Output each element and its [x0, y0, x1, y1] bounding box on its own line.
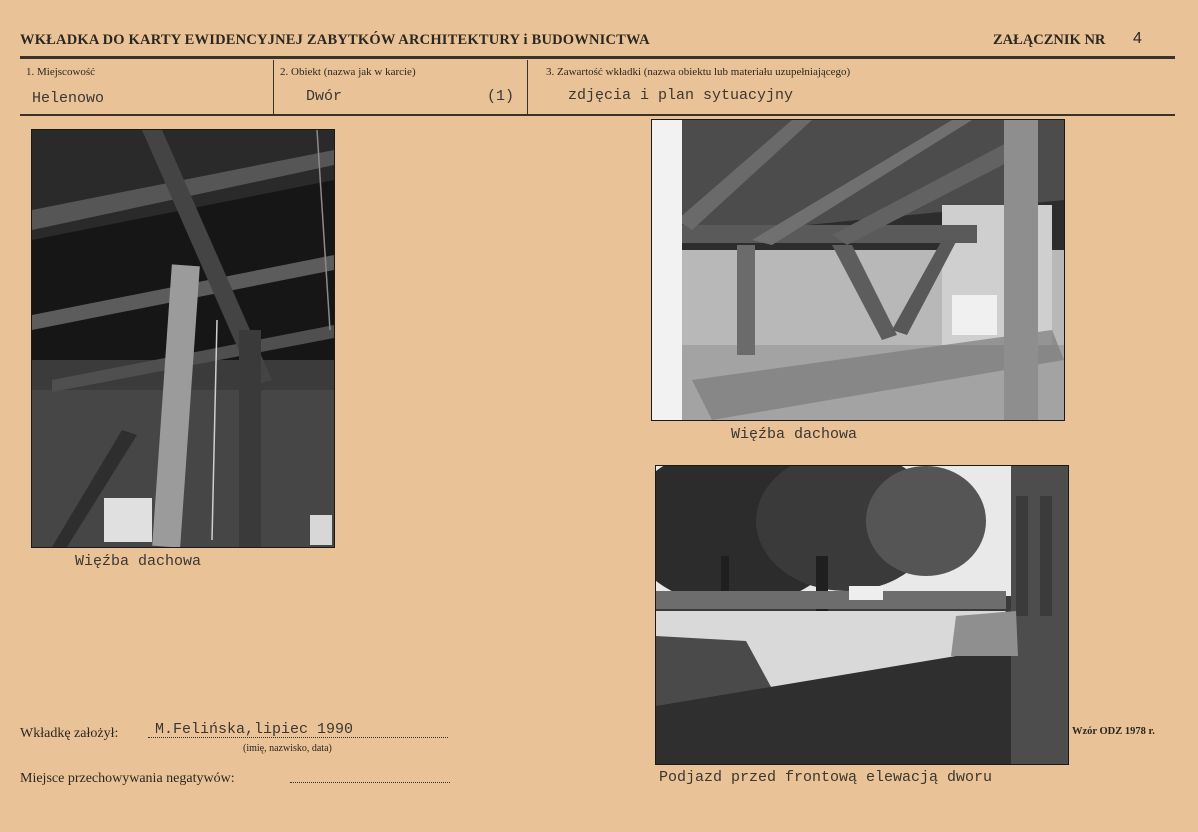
locality-value: Helenowo — [32, 90, 105, 107]
object-value: Dwór — [306, 88, 343, 105]
header-rule — [20, 56, 1175, 59]
photo-roof-truss-right — [652, 120, 1064, 420]
locality-label: 1. Miejscowość — [26, 66, 96, 78]
field-divider-2 — [527, 60, 528, 114]
photo-caption-2: Więźba dachowa — [731, 426, 858, 443]
created-by-label: Wkładkę założył: — [20, 726, 119, 741]
object-number: (1) — [487, 88, 515, 105]
photo-caption-1: Więźba dachowa — [75, 553, 202, 570]
annex-number: 4 — [1133, 30, 1142, 47]
form-id: Wzór ODZ 1978 r. — [1072, 726, 1155, 737]
created-by-value: M.Felińska,lipiec 1990 — [155, 721, 354, 738]
content-value: zdjęcia i plan sytuacyjny — [568, 87, 794, 104]
photo-roof-truss-left — [32, 130, 334, 547]
photo-driveway — [656, 466, 1068, 764]
form-title: WKŁADKA DO KARTY EWIDENCYJNEJ ZABYTKÓW ARCHITEKTURY i BUDOWNICTWA — [20, 32, 650, 48]
field-divider-1 — [273, 60, 274, 114]
negatives-line — [290, 781, 450, 783]
photo-caption-3: Podjazd przed frontową elewacją dworu — [659, 769, 993, 786]
created-by-hint: (imię, nazwisko, data) — [243, 743, 332, 754]
fields-bottom-rule — [20, 114, 1175, 116]
negatives-label: Miejsce przechowywania negatywów: — [20, 771, 235, 786]
content-label: 3. Zawartość wkładki (nazwa obiektu lub materiału uzupełniającego) — [546, 66, 851, 78]
annex-label: ZAŁĄCZNIK NR — [993, 32, 1106, 48]
object-label: 2. Obiekt (nazwa jak w karcie) — [280, 66, 416, 78]
